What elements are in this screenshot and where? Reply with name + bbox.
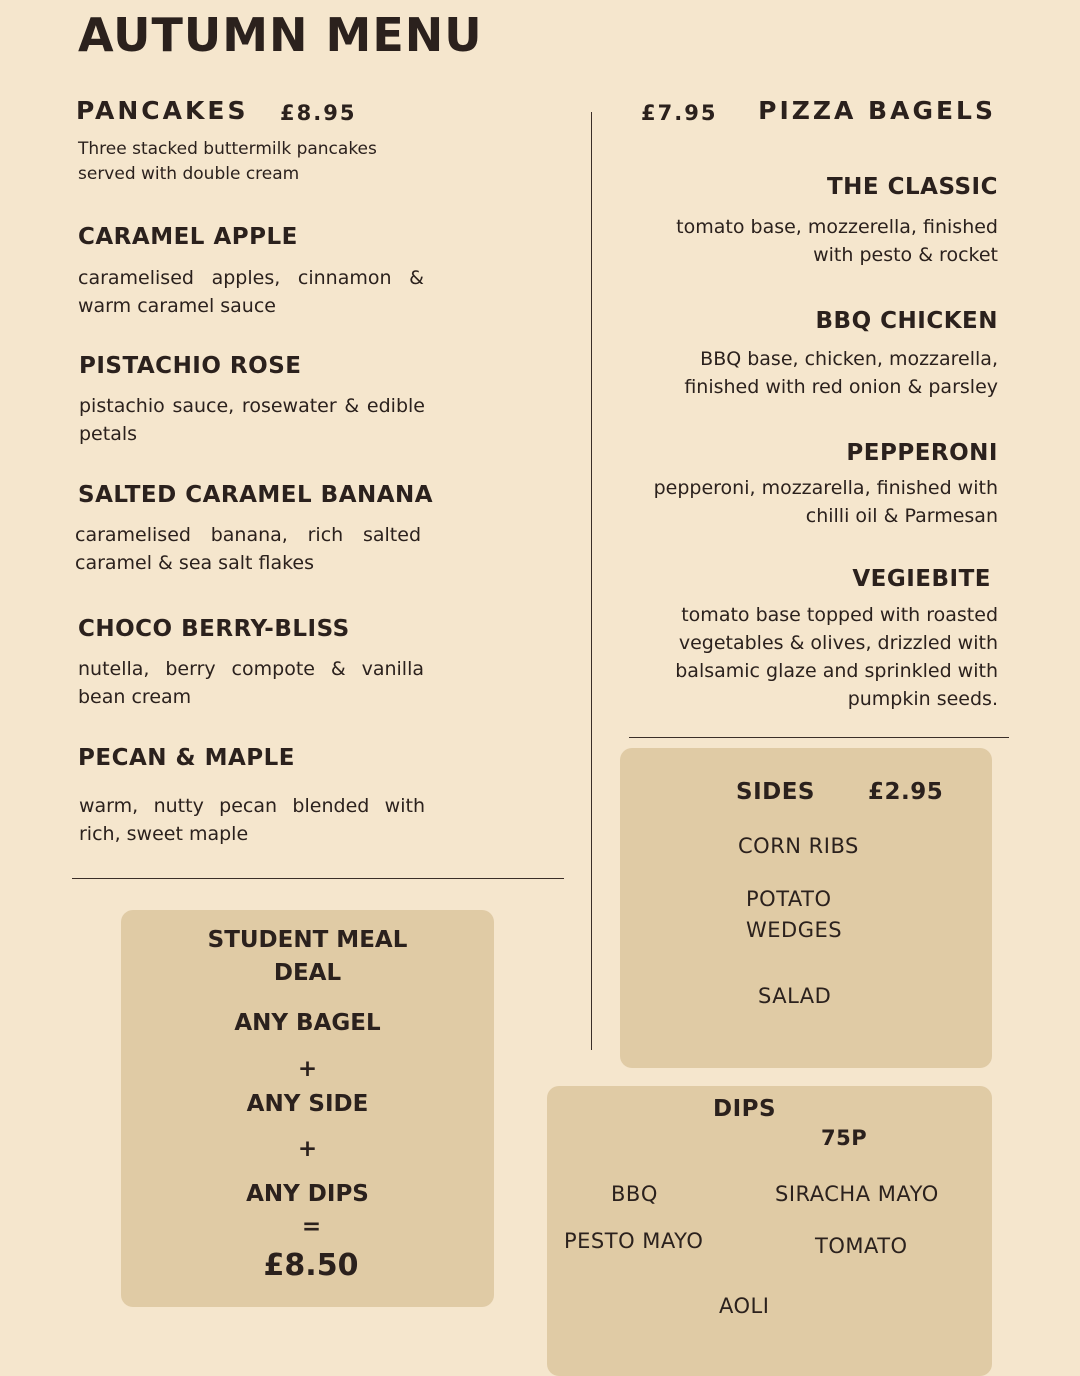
pancakes-intro: Three stacked buttermilk pancakes served with double cream — [78, 139, 377, 184]
deal-dips: ANY DIPS — [246, 1181, 369, 1207]
bagels-price: £7.95 — [641, 101, 718, 125]
menu-item-name: PEPPERONI — [846, 440, 998, 466]
menu-item-name: CHOCO BERRY-BLISS — [78, 616, 350, 642]
sides-heading: SIDES — [736, 779, 815, 805]
menu-item-desc: tomato base, mozzerella, finished with pesto & rocket — [676, 216, 998, 266]
side-item: CORN RIBS — [738, 834, 859, 858]
side-item: SALAD — [758, 984, 832, 1008]
bagels-heading: PIZZA BAGELS — [758, 96, 996, 125]
menu-item-name: PISTACHIO ROSE — [79, 353, 302, 379]
menu-item-name: VEGIEBITE — [852, 566, 991, 592]
menu-item-desc: caramelised banana, rich salted caramel & sea salt flakes — [75, 524, 421, 574]
dip-item: TOMATO — [815, 1234, 908, 1258]
deal-side: ANY SIDE — [246, 1091, 369, 1117]
deal-price: £8.50 — [263, 1248, 359, 1283]
plus-sign: + — [297, 1056, 318, 1082]
page-title: AUTUMN MENU — [78, 8, 483, 62]
deal-bagel: ANY BAGEL — [234, 1010, 381, 1036]
plus-sign: + — [297, 1136, 318, 1162]
column-divider — [591, 112, 592, 1050]
menu-item-name: CARAMEL APPLE — [78, 224, 298, 250]
menu-item-desc: BBQ base, chicken, mozzarella, finished with red onion & parsley — [684, 348, 998, 398]
pancakes-heading: PANCAKES — [76, 96, 249, 125]
divider — [72, 878, 564, 879]
side-item: POTATO — [746, 887, 832, 911]
sides-price: £2.95 — [868, 779, 944, 805]
menu-item-name: SALTED CARAMEL BANANA — [78, 482, 434, 508]
menu-item-name: THE CLASSIC — [826, 174, 998, 200]
divider — [629, 737, 1009, 738]
side-item: WEDGES — [746, 918, 843, 942]
dip-item: SIRACHA MAYO — [775, 1182, 939, 1206]
menu-item-desc: pistachio sauce, rosewater & edible petals — [79, 395, 425, 445]
dip-item: AOLI — [719, 1294, 770, 1318]
dips-heading: DIPS — [713, 1096, 777, 1122]
menu-item-desc: tomato base topped with roasted vegetables & olives, drizzled with balsamic glaze and sprinkled with pumpkin seeds. — [675, 604, 998, 710]
deal-title: DEAL — [273, 960, 342, 986]
menu-item-desc: warm, nutty pecan blended with rich, sweet maple — [79, 795, 425, 845]
equals-sign: = — [301, 1214, 322, 1240]
menu-item-desc: nutella, berry compote & vanilla bean cream — [78, 658, 424, 708]
menu-item-name: PECAN & MAPLE — [78, 745, 295, 771]
dips-price: 75P — [821, 1126, 868, 1150]
pancakes-price: £8.95 — [280, 101, 357, 125]
deal-title: STUDENT MEAL — [207, 927, 408, 953]
menu-item-desc: caramelised apples, cinnamon & warm caramel sauce — [78, 267, 424, 317]
menu-item-desc: pepperoni, mozzarella, finished with chilli oil & Parmesan — [653, 477, 998, 527]
menu-item-name: BBQ CHICKEN — [815, 308, 998, 334]
dip-item: BBQ — [611, 1182, 658, 1206]
dip-item: PESTO MAYO — [564, 1229, 704, 1253]
